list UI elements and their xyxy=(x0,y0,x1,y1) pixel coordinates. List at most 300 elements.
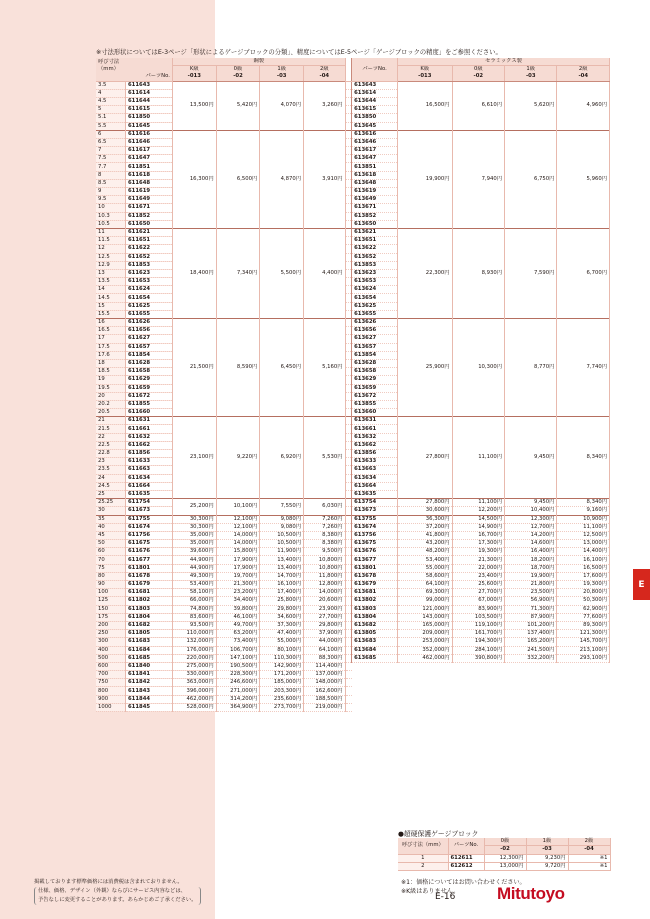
steel-part-no: 611625 xyxy=(125,302,172,310)
steel-price: 3,260円 xyxy=(304,81,346,130)
table-row xyxy=(96,548,610,556)
steel-price: 4,870円 xyxy=(260,130,304,228)
empty-cell xyxy=(557,679,610,687)
ceramic-price: 25,600円 xyxy=(452,581,504,589)
ceramic-part-no: 613657 xyxy=(352,343,398,351)
steel-price: 162,600円 xyxy=(304,687,346,695)
steel-part-no: 611619 xyxy=(125,188,172,196)
ceramic-price: 137,400円 xyxy=(505,630,557,638)
ceramic-price: 4,960円 xyxy=(557,81,610,130)
table-row xyxy=(96,499,610,507)
size-cell: 15 xyxy=(96,302,125,310)
steel-part-no: 611804 xyxy=(125,613,172,621)
ceramic-part-no: 613652 xyxy=(352,253,398,261)
steel-part-no: 611841 xyxy=(125,671,172,679)
ceramic-price: 17,600円 xyxy=(557,572,610,580)
steel-price: 396,000円 xyxy=(172,687,216,695)
table-row xyxy=(96,130,610,138)
ceramic-price: 8,340円 xyxy=(557,417,610,499)
size-cell: 250 xyxy=(96,630,125,638)
steel-part-no: 611631 xyxy=(125,417,172,425)
ceramic-price: 332,200円 xyxy=(505,654,557,662)
steel-price: 20,600円 xyxy=(304,597,346,605)
steel-price: 64,100円 xyxy=(304,646,346,654)
steel-price: 19,700円 xyxy=(216,572,260,580)
steel-part-no: 611845 xyxy=(125,703,172,711)
grade-code: -04 xyxy=(304,73,346,81)
size-cell: 50 xyxy=(96,540,125,548)
steel-price: 39,800円 xyxy=(216,605,260,613)
carbide-note: ※1：価格についてはお問い合わせください。 xyxy=(401,879,526,886)
steel-price: 3,910円 xyxy=(304,130,346,228)
steel-price: 14,000円 xyxy=(304,589,346,597)
table-row xyxy=(96,540,610,548)
ceramic-price: 23,500円 xyxy=(505,589,557,597)
ceramic-part-no: 613851 xyxy=(352,163,398,171)
ceramic-price: 53,400円 xyxy=(398,556,453,564)
steel-part-no: 611618 xyxy=(125,171,172,179)
steel-part-no: 611674 xyxy=(125,523,172,531)
table-row xyxy=(96,515,610,523)
steel-price: 23,100円 xyxy=(172,417,216,499)
ceramic-price: 69,300円 xyxy=(398,589,453,597)
ceramic-part-no: 613626 xyxy=(352,319,398,327)
carbide-grade: 1級 xyxy=(526,838,568,846)
ceramic-part-no: 613650 xyxy=(352,220,398,228)
ceramic-price: 87,900円 xyxy=(505,613,557,621)
steel-price: 7,550円 xyxy=(260,499,304,515)
table-row xyxy=(96,572,610,580)
size-cell: 10.3 xyxy=(96,212,125,220)
ceramic-part-no: 613617 xyxy=(352,147,398,155)
steel-price: 273,700円 xyxy=(260,703,304,711)
steel-part-no: 611854 xyxy=(125,351,172,359)
ceramic-price: 37,200円 xyxy=(398,523,453,531)
ceramic-price: 11,100円 xyxy=(452,417,504,499)
ceramic-part-no: 613805 xyxy=(352,630,398,638)
empty-cell xyxy=(557,703,610,711)
empty-cell xyxy=(505,687,557,695)
ceramic-part-no: 613676 xyxy=(352,548,398,556)
ceramic-price: 6,610円 xyxy=(452,81,504,130)
steel-price: 10,500円 xyxy=(260,540,304,548)
ceramic-part-no: 613685 xyxy=(352,654,398,662)
steel-price: 58,100円 xyxy=(172,589,216,597)
steel-price: 14,000円 xyxy=(216,531,260,539)
steel-price: 147,100円 xyxy=(216,654,260,662)
ceramic-part-no: 613625 xyxy=(352,302,398,310)
steel-price: 6,030円 xyxy=(304,499,346,515)
steel-price: 63,200円 xyxy=(216,630,260,638)
size-cell: 16 xyxy=(96,319,125,327)
size-cell: 9.5 xyxy=(96,196,125,204)
steel-part-no: 611633 xyxy=(125,458,172,466)
steel-price: 5,420円 xyxy=(216,81,260,130)
ceramic-part-no: 613802 xyxy=(352,597,398,605)
carbide-code: -04 xyxy=(568,846,610,854)
steel-price: 462,000円 xyxy=(172,695,216,703)
size-cell: 22 xyxy=(96,433,125,441)
steel-part-no: 611629 xyxy=(125,376,172,384)
steel-part-no: 611616 xyxy=(125,130,172,138)
size-cell: 19 xyxy=(96,376,125,384)
table-row xyxy=(96,703,610,711)
ceramic-part-no: 613679 xyxy=(352,581,398,589)
steel-price: 18,400円 xyxy=(172,228,216,318)
steel-part-no: 611678 xyxy=(125,572,172,580)
size-cell: 13.5 xyxy=(96,278,125,286)
table-row xyxy=(96,417,610,425)
steel-part-no: 611855 xyxy=(125,400,172,408)
carbide-grade: 0級 xyxy=(484,838,526,846)
ceramic-part-no: 613631 xyxy=(352,417,398,425)
grade-code: -02 xyxy=(452,73,504,81)
steel-part-no: 611655 xyxy=(125,310,172,318)
ceramic-part-no: 613683 xyxy=(352,638,398,646)
size-cell: 40 xyxy=(96,523,125,531)
table-row xyxy=(96,695,610,703)
steel-price: 14,000円 xyxy=(216,540,260,548)
size-cell: 12 xyxy=(96,245,125,253)
ceramic-price: 41,800円 xyxy=(398,531,453,539)
table-row xyxy=(96,613,610,621)
ceramic-price: 19,900円 xyxy=(505,572,557,580)
steel-price: 9,080円 xyxy=(260,515,304,523)
size-cell: 6.5 xyxy=(96,138,125,146)
size-cell: 19.5 xyxy=(96,384,125,392)
empty-cell xyxy=(452,679,504,687)
carbide-part: 612612 xyxy=(448,862,484,870)
steel-part-no: 611653 xyxy=(125,278,172,286)
ceramic-part-no: 613852 xyxy=(352,212,398,220)
steel-part-no: 611684 xyxy=(125,646,172,654)
ceramic-part-no: 613678 xyxy=(352,572,398,580)
empty-cell xyxy=(398,687,453,695)
size-cell: 6 xyxy=(96,130,125,138)
size-cell: 17.6 xyxy=(96,351,125,359)
carbide-header-row xyxy=(398,838,610,846)
size-cell: 23 xyxy=(96,458,125,466)
steel-price: 5,160円 xyxy=(304,319,346,417)
steel-price: 73,400円 xyxy=(216,638,260,646)
ceramic-price: 83,900円 xyxy=(452,605,504,613)
steel-part-no: 611623 xyxy=(125,269,172,277)
size-cell: 9 xyxy=(96,188,125,196)
empty-cell xyxy=(398,662,453,670)
steel-part-no: 611663 xyxy=(125,466,172,474)
steel-price: 6,920円 xyxy=(260,417,304,499)
ceramic-price: 64,100円 xyxy=(398,581,453,589)
table-row xyxy=(96,630,610,638)
carbide-price: ※1 xyxy=(568,854,610,862)
ceramic-part-no: 613649 xyxy=(352,196,398,204)
ceramic-part-no: 613633 xyxy=(352,458,398,466)
steel-price: 137,000円 xyxy=(304,671,346,679)
ceramic-part-no: 613644 xyxy=(352,97,398,105)
size-cell: 14.5 xyxy=(96,294,125,302)
ceramic-part-no: 613623 xyxy=(352,269,398,277)
carbide-grade: 2級 xyxy=(568,838,610,846)
ceramic-price: 9,450円 xyxy=(505,499,557,507)
size-cell: 60 xyxy=(96,548,125,556)
ceramic-part-no: 613755 xyxy=(352,515,398,523)
ceramic-part-no: 613648 xyxy=(352,179,398,187)
ceramic-part-no: 613635 xyxy=(352,490,398,498)
section-tab-e[interactable]: E xyxy=(633,569,650,600)
empty-cell xyxy=(352,687,398,695)
ceramic-part-no: 613661 xyxy=(352,425,398,433)
size-cell: 300 xyxy=(96,638,125,646)
steel-part-no: 611672 xyxy=(125,392,172,400)
ceramic-price: 20,800円 xyxy=(557,589,610,597)
carbide-note: ※K級はありません。 xyxy=(401,887,460,895)
steel-price: 9,220円 xyxy=(216,417,260,499)
steel-part-no: 611635 xyxy=(125,490,172,498)
empty-cell xyxy=(505,662,557,670)
steel-price: 47,400円 xyxy=(260,630,304,638)
steel-part-no: 611803 xyxy=(125,605,172,613)
ceramic-price: 55,000円 xyxy=(398,564,453,572)
table-row xyxy=(96,556,610,564)
steel-price: 39,600円 xyxy=(172,548,216,556)
ceramic-price: 10,300円 xyxy=(452,319,504,417)
steel-part-no: 611673 xyxy=(125,507,172,515)
header-row-1 xyxy=(96,58,610,66)
ceramic-price: 7,740円 xyxy=(557,319,610,417)
ceramic-price: 5,960円 xyxy=(557,130,610,228)
ceramic-price: 19,300円 xyxy=(557,581,610,589)
steel-price: 6,500円 xyxy=(216,130,260,228)
empty-cell xyxy=(505,695,557,703)
grade-code: -03 xyxy=(505,73,557,81)
steel-price: 27,700円 xyxy=(304,613,346,621)
size-cell: 25 xyxy=(96,490,125,498)
steel-part-no: 611646 xyxy=(125,138,172,146)
carbide-price: ※1 xyxy=(568,862,610,870)
steel-price: 12,800円 xyxy=(304,581,346,589)
ceramic-price: 23,400円 xyxy=(452,572,504,580)
table-row xyxy=(96,564,610,572)
size-cell: 5.1 xyxy=(96,114,125,122)
ceramic-price: 16,500円 xyxy=(557,564,610,572)
carbide-section-title: ●超硬保護ゲージブロック xyxy=(398,830,479,838)
steel-price: 6,450円 xyxy=(260,319,304,417)
steel-price: 23,200円 xyxy=(216,589,260,597)
carbide-table xyxy=(398,838,611,871)
steel-part-no: 611660 xyxy=(125,409,172,417)
steel-part-no: 611840 xyxy=(125,662,172,670)
steel-price: 49,300円 xyxy=(172,572,216,580)
steel-part-no: 611657 xyxy=(125,343,172,351)
steel-price: 44,900円 xyxy=(172,564,216,572)
steel-price: 7,260円 xyxy=(304,515,346,523)
steel-price: 228,300円 xyxy=(216,671,260,679)
steel-price: 132,000円 xyxy=(172,638,216,646)
ceramic-price: 12,200円 xyxy=(452,507,504,515)
steel-group-header: 鋼製 xyxy=(172,58,345,66)
ceramic-price: 25,900円 xyxy=(398,319,453,417)
steel-price: 114,400円 xyxy=(304,662,346,670)
steel-part-no: 611656 xyxy=(125,327,172,335)
size-cell: 100 xyxy=(96,589,125,597)
size-cell: 18.5 xyxy=(96,368,125,376)
ceramic-part-no: 613622 xyxy=(352,245,398,253)
table-row xyxy=(96,81,610,89)
empty-cell xyxy=(398,695,453,703)
steel-part-no: 611671 xyxy=(125,204,172,212)
steel-price: 142,900円 xyxy=(260,662,304,670)
price-table xyxy=(96,58,610,712)
ceramic-grade: 0級 xyxy=(452,66,504,74)
steel-price: 12,100円 xyxy=(216,523,260,531)
steel-price: 176,000円 xyxy=(172,646,216,654)
table-row xyxy=(96,597,610,605)
ceramic-price: 30,600円 xyxy=(398,507,453,515)
ceramic-part-no: 613855 xyxy=(352,400,398,408)
size-cell: 18 xyxy=(96,359,125,367)
mitutoyo-logo: Mitutoyo xyxy=(497,884,565,903)
steel-part-no: 611622 xyxy=(125,245,172,253)
ceramic-part-no: 613672 xyxy=(352,392,398,400)
ceramic-part-no: 613681 xyxy=(352,589,398,597)
steel-price: 16,100円 xyxy=(260,581,304,589)
empty-cell xyxy=(352,703,398,711)
steel-price: 30,300円 xyxy=(172,523,216,531)
ceramic-grade: 2級 xyxy=(557,66,610,74)
ceramic-price: 209,000円 xyxy=(398,630,453,638)
size-cell: 11 xyxy=(96,228,125,236)
steel-part-no: 611652 xyxy=(125,253,172,261)
empty-cell xyxy=(352,679,398,687)
size-cell: 200 xyxy=(96,621,125,629)
ceramic-part-no: 613645 xyxy=(352,122,398,130)
ceramic-part-no: 613628 xyxy=(352,359,398,367)
carbide-price: 9,230円 xyxy=(526,854,568,862)
steel-price: 363,000円 xyxy=(172,679,216,687)
steel-part-no: 611615 xyxy=(125,106,172,114)
carbide-price: 12,300円 xyxy=(484,854,526,862)
ceramic-price: 9,450円 xyxy=(505,417,557,499)
table-row xyxy=(96,605,610,613)
change-notice xyxy=(34,887,201,905)
steel-price: 37,900円 xyxy=(304,630,346,638)
steel-price: 17,400円 xyxy=(260,589,304,597)
table-row xyxy=(96,679,610,687)
size-cell: 90 xyxy=(96,581,125,589)
steel-price: 8,380円 xyxy=(304,531,346,539)
ceramic-part-no: 613624 xyxy=(352,286,398,294)
parts-no-header: パーツNo. xyxy=(145,73,170,79)
steel-part-no: 611681 xyxy=(125,589,172,597)
ceramic-price: 121,000円 xyxy=(398,605,453,613)
ceramic-price: 17,300円 xyxy=(452,540,504,548)
steel-part-no: 611802 xyxy=(125,597,172,605)
steel-part-no: 611843 xyxy=(125,687,172,695)
ceramic-part-no: 613659 xyxy=(352,384,398,392)
steel-price: 9,500円 xyxy=(304,548,346,556)
table-row xyxy=(96,589,610,597)
steel-grade: 1級 xyxy=(260,66,304,74)
footer-notes xyxy=(34,878,201,905)
steel-part-no: 611853 xyxy=(125,261,172,269)
steel-price: 190,500円 xyxy=(216,662,260,670)
ceramic-price: 16,700円 xyxy=(452,531,504,539)
ceramic-part-no: 613615 xyxy=(352,106,398,114)
size-cell: 13 xyxy=(96,269,125,277)
size-cell: 30 xyxy=(96,507,125,515)
steel-price: 5,500円 xyxy=(260,228,304,318)
size-cell: 7.7 xyxy=(96,163,125,171)
size-unit: （mm） xyxy=(98,66,119,72)
carbide-code: -03 xyxy=(526,846,568,854)
steel-price: 88,300円 xyxy=(304,654,346,662)
ceramic-part-no: 613853 xyxy=(352,261,398,269)
steel-price: 219,000円 xyxy=(304,703,346,711)
ceramic-price: 14,900円 xyxy=(452,523,504,531)
steel-price: 46,100円 xyxy=(216,613,260,621)
steel-part-no: 611664 xyxy=(125,482,172,490)
steel-part-no: 611662 xyxy=(125,441,172,449)
steel-part-no: 611614 xyxy=(125,89,172,97)
carbide-part: 612611 xyxy=(448,854,484,862)
size-cell: 17 xyxy=(96,335,125,343)
ceramic-part-no: 613629 xyxy=(352,376,398,384)
steel-price: 185,000円 xyxy=(260,679,304,687)
steel-part-no: 611683 xyxy=(125,638,172,646)
size-cell: 700 xyxy=(96,671,125,679)
ceramic-price: 253,000円 xyxy=(398,638,453,646)
size-cell: 15.5 xyxy=(96,310,125,318)
ceramic-price: 7,940円 xyxy=(452,130,504,228)
size-cell: 7.5 xyxy=(96,155,125,163)
size-cell: 22.5 xyxy=(96,441,125,449)
steel-price: 25,800円 xyxy=(260,597,304,605)
size-cell: 7 xyxy=(96,147,125,155)
size-cell: 70 xyxy=(96,556,125,564)
carbide-price: 9,720円 xyxy=(526,862,568,870)
ceramic-part-no: 613654 xyxy=(352,294,398,302)
steel-price: 17,900円 xyxy=(216,556,260,564)
ceramic-price: 62,900円 xyxy=(557,605,610,613)
steel-price: 25,200円 xyxy=(172,499,216,515)
ceramic-price: 16,500円 xyxy=(398,81,453,130)
ceramic-price: 27,800円 xyxy=(398,417,453,499)
steel-price: 16,300円 xyxy=(172,130,216,228)
top-note: ※寸法形状についてはE-3ページ「形状によるゲージブロックの分類」、精度についてはE-5ページ「ゲージブロックの精度」をご参照ください。 xyxy=(96,49,502,56)
ceramic-price: 27,800円 xyxy=(398,499,453,507)
steel-part-no: 611617 xyxy=(125,147,172,155)
price-table-body xyxy=(96,81,610,711)
steel-part-no: 611628 xyxy=(125,359,172,367)
ceramic-price: 8,340円 xyxy=(557,499,610,507)
steel-price: 14,700円 xyxy=(260,572,304,580)
steel-part-no: 611626 xyxy=(125,319,172,327)
steel-price: 171,200円 xyxy=(260,671,304,679)
steel-price: 8,380円 xyxy=(304,540,346,548)
ceramic-price: 293,100円 xyxy=(557,654,610,662)
empty-cell xyxy=(557,662,610,670)
steel-part-no: 611647 xyxy=(125,155,172,163)
steel-part-no: 611685 xyxy=(125,654,172,662)
ceramic-part-no: 613643 xyxy=(352,81,398,89)
ceramic-part-no: 613627 xyxy=(352,335,398,343)
ceramic-price: 121,300円 xyxy=(557,630,610,638)
ceramic-price: 165,000円 xyxy=(398,621,453,629)
empty-cell xyxy=(557,671,610,679)
ceramic-price: 103,500円 xyxy=(452,613,504,621)
ceramic-price: 56,900円 xyxy=(505,597,557,605)
ceramic-price: 8,770円 xyxy=(505,319,557,417)
